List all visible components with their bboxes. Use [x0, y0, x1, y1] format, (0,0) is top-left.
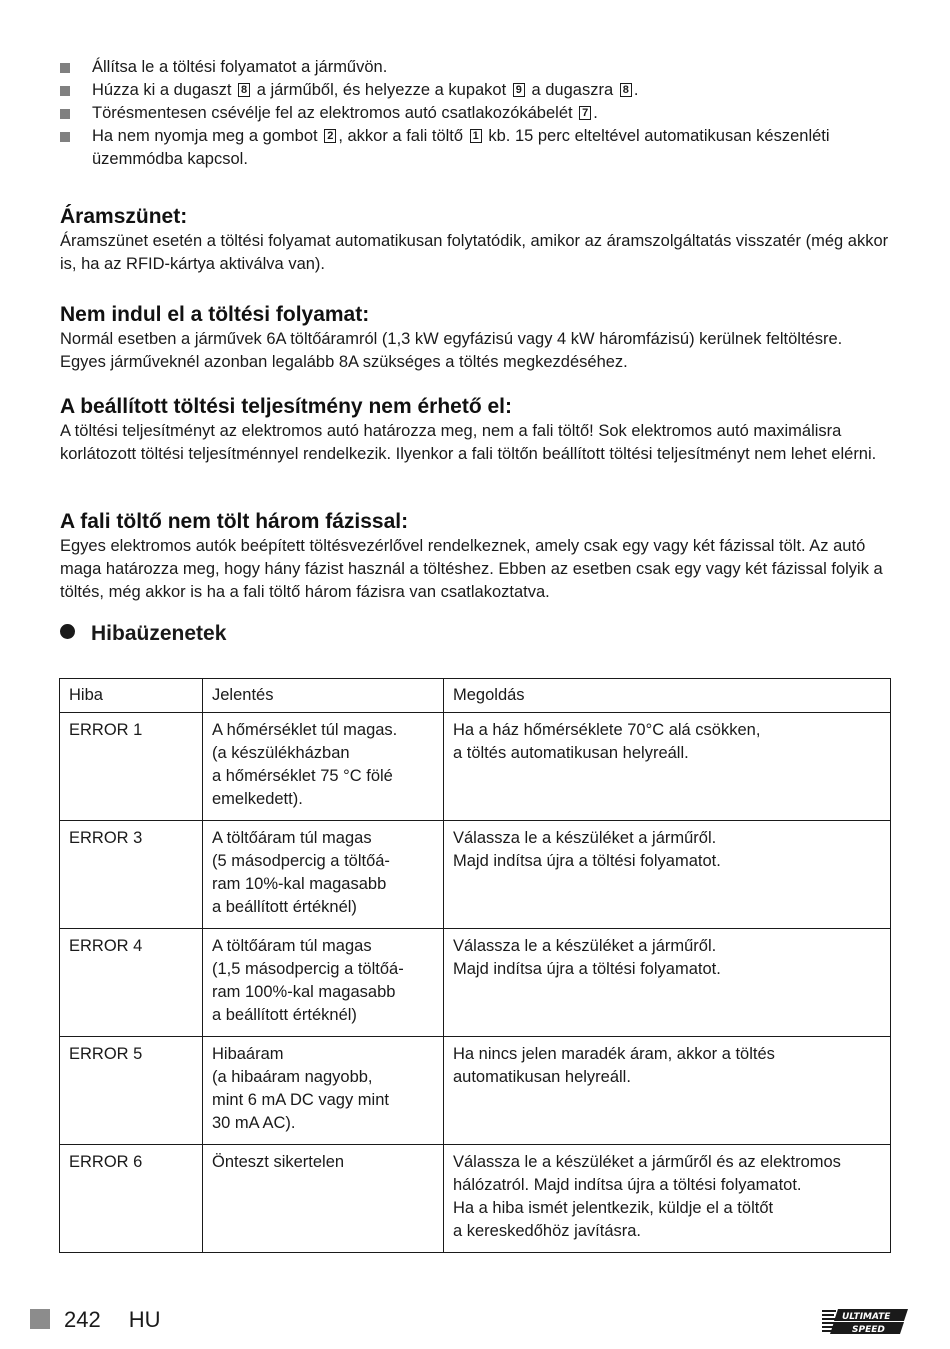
footer-square-icon — [30, 1309, 50, 1329]
list-item-text: kb. 15 perc elteltével automatikusan készenléti üzemmódba kapcsol. — [92, 127, 830, 168]
error-meaning — [203, 713, 444, 821]
list-item-text: Húzza ki a dugaszt — [92, 81, 236, 99]
error-solution — [444, 713, 891, 821]
part-reference-number: 2 — [324, 129, 336, 143]
error-messages-heading — [60, 620, 226, 648]
list-item-text: , akkor a fali töltő — [338, 127, 468, 145]
cell-text-line: ram 100%-kal magasabb — [212, 983, 396, 1001]
section-body: Áramszünet esetén a töltési folyamat automatikusan folytatódik, amikor az áramszolgáltatás visszatér (még akkor is, ha az RFID-kártya aktiválva van). — [60, 232, 889, 273]
cell-text-line: A töltőáram túl magas — [212, 829, 372, 847]
list-item-text: Törésmentesen csévélje fel az elektromos autó csatlakozókábelét — [92, 104, 578, 122]
section-title: A fali töltő nem tölt három fázissal: — [60, 510, 409, 533]
cell-text-line: (a készülékházban — [212, 744, 350, 762]
error-solution — [444, 821, 891, 929]
error-meaning — [203, 929, 444, 1037]
error-solution — [444, 1145, 891, 1253]
cell-text-line: A hőmérséklet túl magas. — [212, 721, 398, 739]
section-title: A beállított töltési teljesítmény nem érhető el: — [60, 395, 512, 418]
part-reference-number: 8 — [238, 83, 250, 97]
bullet-dot-icon — [60, 624, 75, 639]
error-code: ERROR 3 — [60, 821, 203, 929]
error-meaning — [203, 821, 444, 929]
cell-text-line: Válassza le a készüléket a járműről. — [453, 937, 717, 955]
list-item-text: a járműből, és helyezze a kupakot — [252, 81, 511, 99]
section-title: Áramszünet: — [60, 205, 188, 228]
section-power-not-reached — [60, 394, 890, 466]
part-reference-number: 8 — [620, 83, 632, 97]
table-row — [60, 1145, 891, 1253]
part-reference-number: 9 — [513, 83, 525, 97]
part-reference-number: 1 — [470, 129, 482, 143]
cell-text-line: Ha nincs jelen maradék áram, akkor a töltés — [453, 1045, 775, 1063]
list-item — [60, 102, 890, 125]
table-header-row — [60, 679, 891, 713]
cell-text-line: 30 mA AC). — [212, 1114, 296, 1132]
cell-text-line: Majd indítsa újra a töltési folyamatot. — [453, 852, 721, 870]
column-header-solution: Megoldás — [444, 679, 891, 713]
cell-text-line: Válassza le a készüléket a járműről és az elektromos — [453, 1153, 841, 1171]
list-item-text: . — [633, 81, 639, 99]
error-table — [59, 678, 891, 1253]
cell-text-line: a töltés automatikusan helyreáll. — [453, 744, 689, 762]
cell-text-line: Ha a hiba ismét jelentkezik, küldje el a töltőt — [453, 1199, 774, 1217]
cell-text-line: emelkedett). — [212, 790, 303, 808]
cell-text-line: a kereskedőhöz javításra. — [453, 1222, 642, 1240]
table-row — [60, 1037, 891, 1145]
cell-text-line: Válassza le a készüléket a járműről. — [453, 829, 717, 847]
table-row — [60, 821, 891, 929]
section-three-phase — [60, 509, 890, 604]
section-body: Egyes elektromos autók beépített töltésvezérlővel rendelkeznek, amely csak egy vagy két fázissal tölt. Az autó maga határozza meg, hogy hány fázist használ a töltéshez. Ebben az esetben csak egy vagy két fázissal folyik a töltés, még akkor is ha a fali töltő három fázisra van csatlakoztatva. — [60, 537, 883, 601]
cell-text-line: a beállított értéknél) — [212, 898, 357, 916]
cell-text-line: mint 6 mA DC vagy mint — [212, 1091, 389, 1109]
cell-text-line: a beállított értéknél) — [212, 1006, 357, 1024]
error-code: ERROR 4 — [60, 929, 203, 1037]
list-item — [60, 79, 890, 102]
table-row — [60, 713, 891, 821]
error-solution — [444, 929, 891, 1037]
column-header-meaning: Jelentés — [203, 679, 444, 713]
section-power-outage — [60, 204, 890, 276]
cell-text-line: (5 másodpercig a töltőá- — [212, 852, 390, 870]
cell-text-line: ram 10%-kal magasabb — [212, 875, 387, 893]
section-title: Nem indul el a töltési folyamat: — [60, 303, 370, 326]
cell-text-line: hálózatról. Majd indítsa újra a töltési folyamatot. — [453, 1176, 802, 1194]
cell-text-line: Önteszt sikertelen — [212, 1153, 345, 1171]
error-meaning — [203, 1145, 444, 1253]
cell-text-line: Ha a ház hőmérséklete 70°C alá csökken, — [453, 721, 761, 739]
section-body: Normál esetben a járművek 6A töltőáramról (1,3 kW egyfázisú vagy 4 kW háromfázisú) kerülnek feltöltésre. Egyes járműveknél azonban legalább 8A szükséges a töltés megkezdéséhez. — [60, 330, 843, 371]
list-item-text: Állítsa le a töltési folyamatot a járművön. — [92, 58, 388, 76]
list-item — [60, 56, 890, 79]
ultimate-speed-logo — [822, 1307, 910, 1337]
error-solution — [444, 1037, 891, 1145]
table-row — [60, 929, 891, 1037]
section-body: A töltési teljesítményt az elektromos autó határozza meg, nem a fali töltő! Sok elektromos autó maximálisra korlátozott töltési teljesítménnyel rendelkezik. Ilyenkor a fali töltőn beállított töltési teljesítményt nem lehet elérni. — [60, 422, 877, 463]
list-item-text: a dugaszra — [526, 81, 618, 99]
error-code: ERROR 6 — [60, 1145, 203, 1253]
page-number: 242 — [64, 1307, 101, 1332]
error-meaning — [203, 1037, 444, 1145]
cell-text-line: A töltőáram túl magas — [212, 937, 372, 955]
section-charging-not-starting — [60, 302, 890, 374]
cell-text-line: automatikusan helyreáll. — [453, 1068, 631, 1086]
list-item-text: Ha nem nyomja meg a gombot — [92, 127, 323, 145]
language-code: HU — [128, 1307, 161, 1332]
logo-text-ultimate: ULTIMATE — [842, 1312, 891, 1322]
cell-text-line: Majd indítsa újra a töltési folyamatot. — [453, 960, 721, 978]
logo-text-speed: SPEED — [852, 1325, 885, 1335]
part-reference-number: 7 — [579, 106, 591, 120]
cell-text-line: (1,5 másodpercig a töltőá- — [212, 960, 404, 978]
cell-text-line: Hibaáram — [212, 1045, 284, 1063]
instruction-list — [60, 56, 890, 171]
page-footer — [30, 1306, 161, 1334]
cell-text-line: (a hibaáram nagyobb, — [212, 1068, 373, 1086]
list-item-text: . — [593, 104, 598, 122]
cell-text-line: a hőmérséklet 75 °C fölé — [212, 767, 393, 785]
column-header-error: Hiba — [60, 679, 203, 713]
error-code: ERROR 1 — [60, 713, 203, 821]
error-messages-title: Hibaüzenetek — [91, 622, 227, 645]
error-code: ERROR 5 — [60, 1037, 203, 1145]
list-item — [60, 125, 890, 171]
